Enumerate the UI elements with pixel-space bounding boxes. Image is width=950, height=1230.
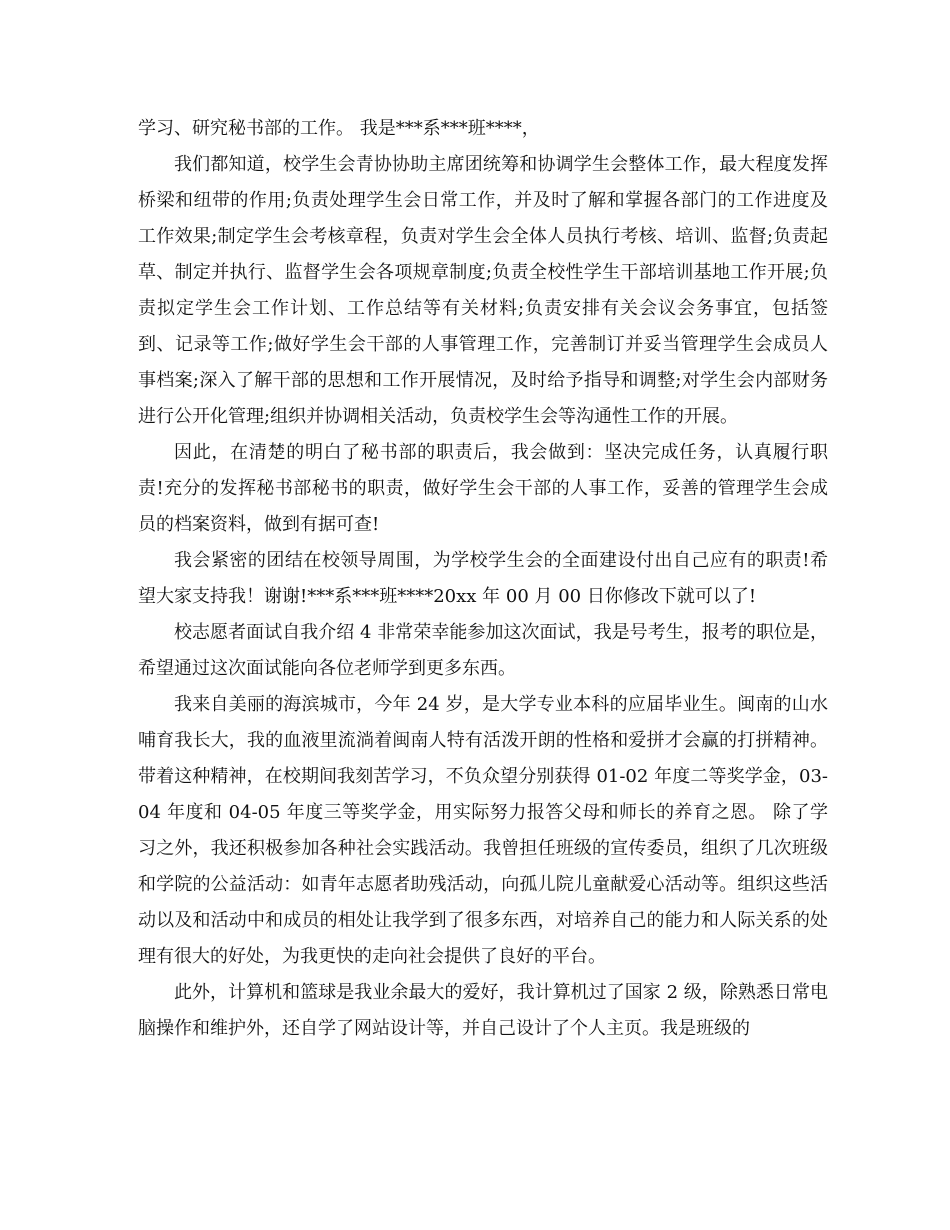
paragraph: 因此，在清楚的明白了秘书部的职责后，我会做到：坚决完成任务，认真履行职责!充分的发挥秘书部秘书的职责，做好学生会干部的人事工作，妥善的管理学生会成员的档案资料，做到有据可查!	[138, 442, 828, 535]
paragraph: 我会紧密的团结在校领导周围，为学校学生会的全面建设付出自己应有的职责!希望大家支持我！谢谢!***系***班****20xx 年 00 月 00 日你修改下就可以了!	[138, 550, 828, 607]
paragraph: 学习、研究秘书部的工作。 我是***系***班****，	[138, 118, 540, 139]
document-body	[138, 111, 828, 1047]
paragraph: 校志愿者面试自我介绍 4 非常荣幸能参加这次面试，我是号考生，报考的职位是，希望通过这次面试能向各位老师学到更多东西。	[138, 622, 828, 679]
paragraph: 我们都知道，校学生会青协协助主席团统筹和协调学生会整体工作，最大程度发挥桥梁和纽带的作用;负责处理学生会日常工作，并及时了解和掌握各部门的工作进度及工作效果;制定学生会考核章程，负责对学生会全体人员执行考核、培训、监督;负责起草、制定并执行、监督学生会各项规章制度;负责全校性学生干部培训基地工作开展;负责拟定学生会工作计划、工作总结等有关材料;负责安排有关会议会务事宜，包括签到、记录等工作;做好学生会干部的人事管理工作，完善制订并妥当管理学生会成员人事档案;深入了解干部的思想和工作开展情况，及时给予指导和调整;对学生会内部财务进行公开化管理;组织并协调相关活动，负责校学生会等沟通性工作的开展。	[138, 154, 828, 427]
paragraph: 我来自美丽的海滨城市，今年 24 岁，是大学专业本科的应届毕业生。闽南的山水哺育我长大，我的血液里流淌着闽南人特有活泼开朗的性格和爱拼才会赢的打拼精神。带着这种精神，在校期间我刻苦学习，不负众望分别获得 01-02 年度二等奖学金，03-04 年度和 04-05 年度三等奖学金，用实际努力报答父母和师长的养育之恩。 除了学习之外，我还积极参加各种社会实践活动。我曾担任班级的宣传委员，组织了几次班级和学院的公益活动：如青年志愿者助残活动，向孤儿院儿童献爱心活动等。组织这些活动以及和活动中和成员的相处让我学到了很多东西，对培养自己的能力和人际关系的处理有很大的好处，为我更快的走向社会提供了良好的平台。	[138, 694, 828, 967]
paragraph: 此外，计算机和篮球是我业余最大的爱好，我计算机过了国家 2 级，除熟悉日常电脑操作和维护外，还自学了网站设计等，并自己设计了个人主页。我是班级的	[138, 982, 828, 1039]
